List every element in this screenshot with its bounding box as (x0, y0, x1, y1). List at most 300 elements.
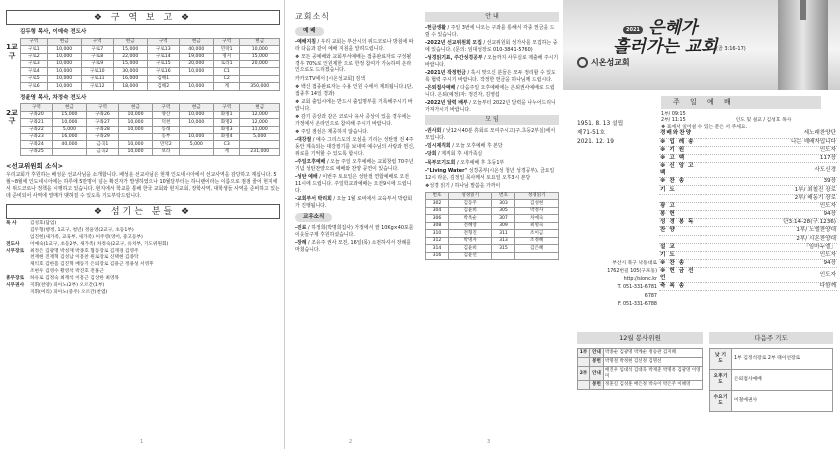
table-cell: 311 (492, 230, 515, 238)
table-row (426, 230, 559, 238)
order-row (659, 163, 837, 178)
page-number: 3 (487, 438, 491, 445)
table-cell: 박정자 (515, 207, 559, 215)
order-label: 설 교 (659, 243, 701, 251)
time-2: 2부/ 11:15 (661, 118, 686, 124)
group-2-table (20, 103, 280, 156)
news-title: 교회소식 (295, 12, 330, 21)
item-text: / 선교위원회 성가사를 모집하는 중에 있습니다. (문의: 임대성장로 010-3841-5760) (425, 40, 558, 53)
order-value: 2부/ 배동기 장로 (706, 194, 837, 202)
table-cell: 금곡2 (87, 148, 119, 155)
table-header-row (426, 192, 559, 200)
item-text: 성경공부(시온성 청년 성경공부), 금요일12시 라운, 김정일 목사께서 토요일 오후3시 본당 (425, 168, 555, 181)
servers-list (6, 221, 280, 296)
table-cell: 315 (492, 245, 515, 253)
th: 구역 (21, 38, 48, 45)
volunteer-names: 박명철 박정현 김선정 김명선 (604, 357, 703, 366)
list-item (295, 114, 415, 128)
item-text: / 주일 3번에 나오는 구좌를 통해서 각종 헌금을 드릴 수 있습니다. (425, 25, 555, 38)
item-label: -권사회 (425, 128, 442, 135)
order-row (659, 283, 837, 291)
table-row (21, 46, 280, 53)
order-value: 인도자 (706, 268, 837, 283)
th: 구역 (153, 104, 180, 111)
item-label: -대강절 (295, 137, 312, 144)
order-row (659, 243, 837, 251)
table-cell: 구로1 (21, 46, 48, 53)
prayer-type: 수요기도 (710, 391, 732, 412)
order-label: 기 도 (659, 251, 701, 259)
table-row (21, 119, 280, 126)
server-names: 제익호 김한흠 김진혁 배동기 은퇴장로 김용근 정용성 서영후 (30, 262, 154, 268)
server-names: 최정은 김광명 박성재 박종호 협동장로 김재경 김영주 (30, 248, 139, 254)
table-cell: 12,000 (240, 111, 280, 118)
table-row (21, 141, 280, 148)
table-cell: 차예숙 (515, 215, 559, 223)
order-row (659, 260, 837, 268)
next-prayer-table (709, 348, 833, 412)
server-row (6, 242, 280, 249)
server-role (6, 269, 30, 276)
group-1-label: 1교구 (6, 43, 18, 60)
order-label: 성 경 봉 독 (659, 219, 701, 227)
table-cell: 화명4 (213, 134, 240, 141)
item-text: / 제직회 후 새가족실 (438, 151, 483, 158)
table-cell: 10,000 (52, 119, 86, 126)
item-label: -"Living Water" (425, 168, 468, 175)
item-label: -2022년 선교위원회 모집 (425, 40, 482, 47)
server-role (6, 235, 30, 242)
table-cell: C3 (213, 141, 240, 148)
list-item (425, 160, 559, 167)
list-item (425, 168, 559, 182)
table-cell: 구좌27 (87, 119, 119, 126)
list-item (295, 196, 415, 210)
table-cell: 40,000 (179, 46, 213, 53)
list-item (425, 151, 559, 158)
table-cell: 민락1 (213, 46, 240, 53)
order-value: 나는 예배자입니다 (706, 138, 837, 146)
table-cell: 10,000 (47, 83, 81, 90)
table-cell (492, 252, 515, 260)
order-value: 다함께 (706, 283, 837, 291)
item-text: ❖ 백신 접종완료자는 수용 인원 수에서 제외됩니다.(단, 접종후 14일 경과) (295, 83, 413, 97)
server-row (6, 269, 280, 276)
table-cell: 구좌26 (87, 111, 119, 118)
list-item (425, 25, 559, 39)
church-name: 시온성교회 (591, 57, 630, 67)
table-cell: 10,000 (240, 46, 280, 53)
district-report-title: ❖ 구 역 보 고 ❖ (6, 10, 280, 25)
volunteer-names: 배진우 임대석 김대욱 박재준 박명옥 김광영 이영미 (604, 366, 703, 381)
table-cell: 10,000 (179, 68, 213, 75)
item-text: ❖ 교회 출입시에는 반드시 출입명부를 기록해주시기 바랍니다. (295, 99, 413, 112)
phone: T. 051-331-6781 (617, 285, 657, 291)
bible-reading-table (425, 192, 559, 261)
server-role: 휴무장로 (6, 275, 25, 281)
volunteer-role: 봉헌 (590, 357, 604, 366)
prayer-row (710, 370, 833, 391)
server-role (6, 290, 30, 297)
table-row (426, 252, 559, 260)
list-item (295, 99, 415, 113)
table-cell (179, 126, 213, 133)
table-cell: 309 (492, 222, 515, 230)
table-cell: 최명숙 (515, 222, 559, 230)
order-value: 단3:14-28(구.1236) (706, 219, 837, 227)
table-cell: 303 (492, 200, 515, 208)
mission-text: 우리교회가 후원하는 배성운 선교사님을 소개합니다. 배성운 선교사님은 현재 인도네시아에서 선교사역을 감당하고 계십니다. 5월~8월에 인도네시아에는 하루에 5만명이 넘는 확진자가 발생하였으나 10월달부터는 하니랜이라는 이름으로 점점 줄어 현지에서 위드코로나 정책을 시행하고 있습니다. 현지에서 학교를 통해 한국 교회와 현지교회, 장학사역, 대학생들 사역을 준비하고 있는 데 준비되어 사역에 열매가 맺혀질 수 있도록 기도부탁드립니다. (6, 172, 280, 199)
item-text: / 낮12시40분 휴회로 모여주시고(구.초등2부실)에서 모입니다. (425, 128, 556, 141)
table-cell: 김해1 (147, 75, 179, 82)
table-cell: 구로16 (147, 68, 179, 75)
logo-mark-icon (577, 57, 588, 68)
item-text: / 하정희(박명희집사) 가정에서 쌀 10Kg×40포를 이웃들구제 후원하셨습니다. (295, 224, 414, 238)
table-cell: 구로3 (21, 61, 48, 68)
table-cell: 10,000 (179, 83, 213, 90)
table-row (21, 75, 280, 82)
page-3 (421, 0, 563, 449)
table-cell: 306 (426, 215, 449, 223)
volunteer-names: 정훈길 김성훈 배은정 박숙이 박은주 이혜영 (604, 381, 703, 390)
table-cell: 15,000 (113, 46, 147, 53)
item-label: -목부모기도회 (425, 159, 456, 166)
table-cell (515, 252, 559, 260)
list-item (295, 240, 415, 254)
table-cell: 5,000 (179, 141, 213, 148)
order-label: ※ 고 백 (659, 155, 701, 163)
volunteer-part (578, 381, 590, 390)
table-cell: 16,000 (113, 75, 147, 82)
server-role (6, 262, 30, 269)
order-row (659, 138, 837, 146)
server-names: 김성호(담임) (30, 221, 57, 227)
server-role: 시무장로 (6, 248, 25, 254)
list-item (425, 100, 559, 114)
table-cell: 김동주 (448, 200, 492, 208)
server-role (6, 228, 30, 235)
leader: 인도 및 설교 / 김성호 목사 (735, 118, 792, 124)
table-cell: 10,000 (179, 119, 213, 126)
order-label (659, 194, 701, 202)
year-badge: 2021 (623, 26, 643, 34)
prayer-row (710, 391, 833, 412)
table-header-row (21, 104, 280, 111)
table-cell: 구좌24 (21, 141, 53, 148)
table-cell: 구좌23 (21, 134, 53, 141)
list-item (295, 137, 415, 157)
group-2-label: 2교구 (6, 108, 18, 126)
website-link[interactable]: http://sionc.kr (623, 277, 657, 283)
fax: F. 051-331-6788 (617, 301, 657, 307)
table-cell: 구로13 (147, 46, 179, 53)
th: 성경읽기 (448, 192, 492, 200)
th: 현금 (179, 38, 213, 45)
table-cell: 구로10 (81, 68, 113, 75)
table-row (21, 61, 280, 68)
prayer-person: 이철예권사 (732, 391, 833, 412)
worship-order (659, 130, 837, 291)
th: 현금 (52, 104, 86, 111)
order-value: 사도신경 (706, 163, 837, 178)
item-label: -임시제직회 (425, 143, 451, 150)
table-cell: 20,000 (240, 61, 280, 68)
district-group-1 (6, 29, 280, 91)
list-item (295, 225, 415, 239)
table-cell: 구로5 (21, 75, 48, 82)
table-cell: 16,000 (52, 134, 86, 141)
order-label (659, 235, 701, 243)
order-value: 「임마누엘」 (706, 243, 837, 251)
group-1-subtitle: 김두형 목사, 이예숙 전도사 (20, 29, 87, 35)
order-row (659, 210, 837, 218)
th: 현금 (118, 104, 152, 111)
table-cell: 40,000 (52, 141, 86, 148)
order-row (659, 155, 837, 163)
list-item (295, 159, 415, 173)
th: 구역 (213, 38, 240, 45)
phone-ext: 6787 (644, 293, 657, 299)
table-row (426, 245, 559, 253)
order-value: 2부/ 시온찬양대 (706, 235, 837, 243)
server-names: 김두형(행정, 1교구, 청년) 정윤영(2교구, 초등1부) (30, 228, 134, 234)
page-number: 2 (349, 438, 353, 445)
server-row (6, 283, 280, 290)
prayer-row (710, 349, 833, 370)
order-value: 39장 (706, 178, 837, 186)
table-cell: 10,000 (179, 111, 213, 118)
table-cell: 10,000 (118, 126, 152, 133)
table-cell: 동부 (153, 134, 180, 141)
table-cell: 10,000 (47, 61, 81, 68)
table-cell: 10,000 (118, 148, 152, 155)
item-text: / 오늘 오후예배 후 본당 (452, 143, 503, 150)
founded: 1951. 8. 13 설립 (577, 121, 624, 127)
list-item (295, 76, 415, 83)
table-cell: 350,000 (240, 83, 280, 90)
order-label: ※ 기 원 (659, 146, 701, 154)
table-cell (179, 148, 213, 155)
news-items (295, 39, 415, 210)
item-text: / 이번주 토요일은 성탄절 연합예배로 오전11시에 드립니다. 주일학교과예배는 오전9시에 드립니다. (295, 174, 412, 194)
volunteer-role: 안내 (590, 366, 604, 381)
item-label: -헌금생활 (425, 25, 446, 31)
server-names: 지휘(여리) 피아노(중주) 오르간(찬엽) (30, 289, 108, 295)
item-text: / 조유주 권사 모친, 16일(목) 소천하셔서 장례를 마쳤습니다. (295, 239, 411, 253)
server-row (6, 276, 280, 283)
service-volunteers-title: 12월 봉사위원 (577, 332, 703, 344)
table-row (21, 111, 280, 118)
order-label: ※ 입 례 송 (659, 138, 701, 146)
order-row (659, 227, 837, 235)
table-cell: 10,000 (47, 46, 81, 53)
list-item (295, 129, 415, 136)
th: 현금 (113, 38, 147, 45)
table-cell: 양산 (153, 111, 180, 118)
table-cell: 구좌22 (21, 126, 53, 133)
order-value: 인도자 (706, 146, 837, 154)
table-row (426, 222, 559, 230)
table-cell: 308 (426, 222, 449, 230)
table-cell: 10,000 (118, 111, 152, 118)
order-row (659, 219, 837, 227)
server-names: 천재현 진재혁 김성남 이흥찬 원로장로 신택현 김종탁 (30, 255, 139, 261)
member-items (295, 225, 415, 254)
order-label: ※ 신 앙 고 백 (659, 163, 701, 178)
item-label: -성탄 예배 (295, 174, 318, 181)
th: 현금 (240, 104, 280, 111)
th: 번호 (426, 192, 449, 200)
volunteer-role: 안내 (590, 349, 604, 358)
table-cell: 314 (426, 245, 449, 253)
item-text: 카카오TV에서 [시온성교회] 검색 (295, 75, 365, 82)
table-cell (240, 75, 280, 82)
table-cell: 김해2 (147, 83, 179, 90)
server-names: 임진헌(새가족, 교육부, 새가족) 이주영(영어, 중고등부) (30, 235, 143, 241)
volunteer-part (578, 357, 590, 366)
order-label: ※ 헌 금 선 언 (659, 268, 701, 283)
table-cell: 김윤희 (448, 245, 492, 253)
order-row (659, 268, 837, 283)
table-cell: 구로14 (147, 53, 179, 60)
time-1: 1부/ 09:15 (661, 112, 686, 117)
item-label: -진료 (295, 224, 307, 231)
table-cell: 307 (492, 215, 515, 223)
table-cell: 전혜영 (448, 222, 492, 230)
table-cell: 박옥순 (448, 215, 492, 223)
list-item (295, 174, 415, 194)
table-cell: 김성현 (515, 200, 559, 208)
service-times (661, 112, 791, 131)
table-cell: 구좌20 (21, 111, 53, 118)
table-cell: 20,000 (179, 61, 213, 68)
order-value: 94장 (706, 210, 837, 218)
table-cell: 구좌25 (21, 148, 53, 155)
table-cell: 구로12 (81, 83, 113, 90)
list-item (425, 55, 559, 69)
table-cell: 5,000 (240, 134, 280, 141)
table-cell: 김윤희 (448, 207, 492, 215)
list-item (295, 84, 415, 98)
th: 성경읽기 (515, 192, 559, 200)
table-cell: 312 (426, 237, 449, 245)
spire-image (800, 0, 806, 20)
order-row (659, 130, 837, 138)
table-cell: 화명1 (213, 111, 240, 118)
church-meta (577, 120, 657, 147)
list-item (425, 128, 559, 142)
volunteer-names: 박종순 김광명 박계순 정승관 김지혜 (604, 349, 703, 358)
group-1-table (20, 38, 280, 91)
page-4-cover (563, 0, 840, 449)
mission-title: <선교위원회 소식> (6, 162, 64, 171)
info-items (425, 25, 559, 114)
item-text: / 혹시 맞으신 분들은 모두 정리할 수 있도록 협력 주시기 바랍니다. 작정한 헌금을 하나님께 드립시다. (425, 70, 556, 83)
order-row (659, 202, 837, 210)
item-text: / 오늘부터 2022년 달력을 나누어드리니 가져가시기 바랍니다. (425, 100, 556, 113)
th: 현금 (179, 104, 213, 111)
order-label: 축 복 송 (659, 283, 701, 291)
table-cell: 명지 (213, 53, 240, 60)
th: 구역 (21, 104, 53, 111)
table-row (21, 148, 280, 155)
table-cell (240, 141, 280, 148)
list-item (425, 143, 559, 150)
table-cell: 화명2 (213, 119, 240, 126)
order-value: 1부/ 노엘찬양대 (706, 227, 837, 235)
members-subheading: 교우소식 (295, 213, 332, 222)
table-cell: 만덕2 (153, 141, 180, 148)
item-label: -은퇴접사예배 (425, 85, 456, 92)
th: 구역 (147, 38, 179, 45)
volunteer-row (578, 349, 703, 358)
table-row (426, 200, 559, 208)
cover-title-1: 은혜가 (648, 18, 698, 38)
order-label: 봉 헌 (659, 210, 701, 218)
table-row (21, 126, 280, 133)
order-value: 인도자 (706, 202, 837, 210)
table-cell: 구로9 (81, 61, 113, 68)
th: 현금 (47, 38, 81, 45)
item-text: ❖ 감기 증상과 같은 코로나 유사 증상이 있을 경우에는 가정에서 온라인으로 참여해 주시기 바랍니다. (295, 114, 412, 127)
server-role: 목 사 (6, 221, 17, 227)
item-label: -예배지침 (295, 38, 316, 45)
table-cell: 계 (213, 83, 240, 90)
table-cell (52, 148, 86, 155)
order-row (659, 186, 837, 194)
servers-title: ❖ 섬기는 분들 ❖ (6, 204, 280, 219)
page-2 (287, 0, 419, 449)
worship-title: 주 일 예 배 (661, 96, 821, 109)
table-header-row (21, 38, 280, 45)
volunteer-row (578, 357, 703, 366)
server-role: 시무권사 (6, 282, 25, 288)
table-cell: 30,000 (113, 68, 147, 75)
page-1 (0, 0, 285, 449)
info-subheading: 안 내 (425, 12, 559, 22)
order-label: 기 도 (659, 186, 701, 194)
table-cell: 계 (213, 148, 240, 155)
table-cell: 10,000 (47, 75, 81, 82)
table-cell: 10,000 (47, 53, 81, 60)
date: 2021. 12. 19 (577, 138, 614, 145)
item-text: ❖ 모든 공예배와 교회부서예배는 접종완료자로 구성될 경우 70%로 인원제한 으로 한정 참여가 가능하며 온라인으로도 드리겠습니다. (295, 53, 412, 74)
church-address (577, 260, 657, 309)
order-row (659, 194, 837, 202)
table-cell: 구로7 (81, 46, 113, 53)
table-cell: 전형진 (448, 230, 492, 238)
order-label: 광 고 (659, 202, 701, 210)
table-cell: 313 (492, 237, 515, 245)
volunteer-part: 1부 (578, 349, 590, 358)
table-cell: 302 (426, 200, 449, 208)
order-row (659, 178, 837, 186)
table-cell: 구좌28 (87, 126, 119, 133)
item-label: -2022년 달력 배부 (425, 100, 468, 107)
order-label: ※ 찬 송 (659, 260, 701, 268)
table-cell: 금곡1 (87, 141, 119, 148)
table-cell: 10,000 (118, 119, 152, 126)
table-row (21, 53, 280, 60)
server-row (6, 228, 280, 235)
server-row (6, 235, 280, 242)
table-cell: 231,000 (240, 148, 280, 155)
table-cell: 구로4 (21, 68, 48, 75)
order-row (659, 235, 837, 243)
table-cell: 316 (426, 252, 449, 260)
church-logo (577, 57, 630, 68)
server-row (6, 290, 280, 297)
